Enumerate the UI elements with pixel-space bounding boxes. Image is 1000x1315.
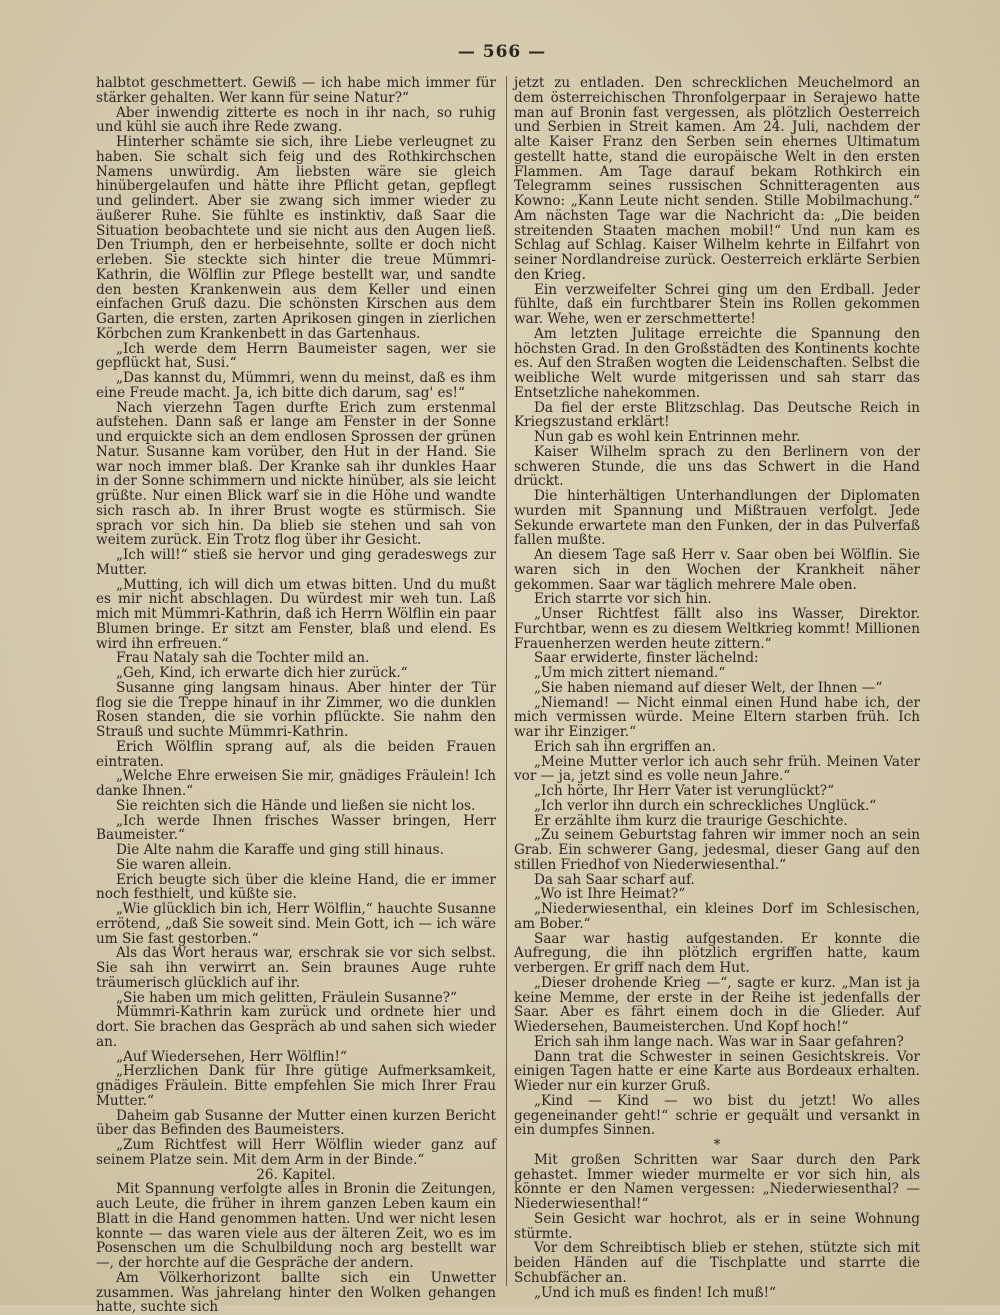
paragraph: „Sie haben niemand auf dieser Welt, der Ihnen —“ — [534, 679, 883, 696]
left-column — [96, 76, 496, 1315]
paragraph: „Dieser drohende Krieg —“, sagte er kurz. „Man ist ja keine Memme, der erste in der Reihe ist jedenfalls der Saar. Aber es fährt einem doch in die Glieder. Auf Wiedersehen, Baumeisterchen. Und Kopf hoch!“ — [514, 974, 920, 1035]
paragraph: Saar erwiderte, finster lächelnd: — [534, 650, 759, 667]
paragraph: Erich sah ihm lange nach. Was war in Saar gefahren? — [534, 1033, 904, 1050]
paragraph: Aber inwendig zitterte es noch in ihr nach, so ruhig und kühl sie auch ihre Rede zwang. — [96, 104, 496, 136]
paragraph: Ein verzweifelter Schrei ging um den Erdball. Jeder fühlte, daß ein furchtbarer Stein ins Rollen gekommen war. Wehe, wen er zerschmetterte! — [514, 281, 920, 327]
paragraph: Als das Wort heraus war, erschrak sie vor sich selbst. Sie sah ihn verwirrt an. Sein braunes Auge ruhte träumerisch glücklich auf ihr. — [96, 945, 496, 991]
paragraph: An diesem Tage saß Herr v. Saar oben bei Wölflin. Sie waren sich in den Wochen der Krankheit näher gekommen. Saar war täglich mehrere Male oben. — [514, 547, 920, 593]
paragraph: „Um mich zittert niemand.“ — [534, 665, 726, 681]
paragraph: Kaiser Wilhelm sprach zu den Berlinern von der schweren Stunde, die uns das Schwert in die Hand drückt. — [514, 443, 920, 490]
paragraph: „Zu seinem Geburtstag fahren wir immer noch an sein Grab. Ein schwerer Gang, jedesmal, dieser Gang auf den stillen Friedhof von Niederwiesenthal.“ — [514, 827, 920, 873]
paragraph: Die Alte nahm die Karaffe und ging still hinaus. — [116, 842, 444, 858]
paragraph: Hinterher schämte sie sich, ihre Liebe verleugnet zu haben. Sie schalt sich feig und des Rothkirchschen Namens unwürdig. Am liebsten wäre sie gleich hinübergelaufen und hätte ihre Pflicht getan, gepflegt und gelindert. Aber sie zwang sich immer wieder zu äußerer Ruhe. Sie fühlte es instinktiv, daß Saar die Situation beobachtete und sie nicht aus den Augen ließ. Den Triumph, den er herbeisehnte, sollte er doch nicht erleben. Sie steckte sich hinter die treue Mümmri-Kathrin, die Wölflin zur Pflege bestellt war, und sandte den besten Krankenwein aus dem Keller und einen einfachen Gruß dazu. Die schönsten Kirschen aus dem Garten, die ersten, zarten Aprikosen gingen in zierlichen Körbchen zum Krankenbett in das Gartenhaus. — [96, 134, 496, 342]
paragraph: „Wo ist Ihre Heimat?“ — [534, 886, 686, 903]
paragraph: „Geh, Kind, ich erwarte dich hier zurück.“ — [116, 665, 408, 681]
paragraph: Nun gab es wohl kein Entrinnen mehr. — [534, 429, 801, 445]
paragraph: „Wie glücklich bin ich, Herr Wölflin,“ hauchte Susanne errötend, „daß Sie soweit sind. Mein Gott, ich — ich wäre um Sie fast gestorben.“ — [96, 901, 496, 947]
paragraph: „Und ich muß es finden! Ich muß!“ — [534, 1284, 777, 1301]
paragraph: „Mutting, ich will dich um etwas bitten. Und du mußt es mir nicht abschlagen. Du würdest mir weh tun. Laß mich mit Mümmri-Kathrin, daß ich Herrn Wölflin ein paar Blumen bringe. Er sitzt am Fenster, blaß und elend. Es wird ihn erfreuen.“ — [96, 576, 496, 652]
paragraph: halbtot geschmettert. Gewiß — ich habe mich immer für stärker gehalten. Wer kann für seine Natur?“ — [96, 75, 496, 106]
paragraph: Susanne ging langsam hinaus. Aber hinter der Tür flog sie die Treppe hinauf in ihr Zimmer, wo die dunklen Rosen standen, die sie vorhin pflückte. Sie nahm den Strauß und suchte Mümmri-Kathrin. — [96, 679, 496, 740]
paragraph: Mit Spannung verfolgte alles in Bronin die Zeitungen, auch Leute, die früher in ihrem ganzen Leben kaum ein Blatt in die Hand genommen hatten. Und wer nicht lesen konnte — das waren viele aus der älteren Zeit, wo es im Posenschen um die Schulbildung noch arg bestellt war —, der horchte auf die Gespräche der andern. — [96, 1181, 496, 1271]
paragraph: Da fiel der erste Blitzschlag. Das Deutsche Reich in Kriegszustand erklärt! — [514, 399, 920, 431]
paragraph: Mümmri-Kathrin kam zurück und ordnete hier und dort. Sie brachen das Gespräch ab und sahen sich wieder an. — [96, 1004, 496, 1050]
paragraph: „Das kannst du, Mümmri, wenn du meinst, daß es ihm eine Freude macht. Ja, ich bitte dich darum, sag' es!“ — [96, 370, 496, 401]
paragraph: Frau Nataly sah die Tochter mild an. — [116, 650, 370, 667]
page-number: — 566 — — [457, 42, 547, 62]
paragraph: „Welche Ehre erweisen Sie mir, gnädiges Fräulein! Ich danke Ihnen.“ — [96, 768, 496, 799]
paragraph: Mit großen Schritten war Saar durch den Park gehastet. Immer wieder murmelte er vor sich hin, als könnte er den Namen vergessen: „Niederwiesenthal? — Niederwiesenthal!“ — [514, 1151, 920, 1212]
paragraph: Da sah Saar scharf auf. — [534, 871, 695, 888]
paragraph: „Niemand! — Nicht einmal einen Hund habe ich, der mich vermissen würde. Meine Eltern starben früh. Ich war ihr Einziger.“ — [514, 694, 920, 740]
paragraph: Daheim gab Susanne der Mutter einen kurzen Bericht über das Befinden des Baumeisters. — [96, 1107, 496, 1139]
paragraph: Die hinterhältigen Unterhandlungen der Diplomaten wurden mit Spannung und Mißtrauen verfolgt. Jede Sekunde erwartete man den Funken, der in das Pulverfaß fallen mußte. — [514, 488, 920, 549]
column-divider — [506, 76, 507, 1286]
paragraph: Sie reichten sich die Hände und ließen sie nicht los. — [116, 797, 476, 814]
paragraph: „Ich hörte, Ihr Herr Vater ist verunglückt?“ — [534, 783, 835, 799]
paragraph: „Meine Mutter verlor ich auch sehr früh. Meinen Vater vor — ja, jetzt sind es volle neun Jahre.“ — [514, 753, 920, 785]
paragraph: „Herzlichen Dank für Ihre gütige Aufmerksamkeit, gnädiges Fräulein. Bitte empfehlen Sie mich Ihrer Frau Mutter.“ — [96, 1063, 496, 1109]
paragraph: Erich sah ihn ergriffen an. — [534, 738, 716, 755]
paragraph: „Kind — Kind — wo bist du jetzt! Wo alles gegeneinander geht!“ schrie er gequält und versankt in ein dumpfes Sinnen. — [514, 1092, 920, 1139]
paragraph: „Zum Richtfest will Herr Wölflin wieder ganz auf seinem Platze sein. Mit dem Arm in der Binde.“ — [96, 1137, 496, 1168]
paragraph: „Ich verlor ihn durch ein schreckliches Unglück.“ — [534, 797, 877, 814]
right-column — [514, 76, 920, 1300]
centered-line: 26. Kapitel. — [256, 1166, 336, 1183]
paragraph: Dann trat die Schwester in seinen Gesichtskreis. Vor einigen Tagen hatte er eine Karte aus Bordeaux erhalten. Wieder nur ein kurzer Gruß. — [514, 1048, 920, 1094]
paragraph: Erich beugte sich über die kleine Hand, die er immer noch festhielt, und küßte sie. — [96, 871, 496, 903]
paragraph: „Ich will!“ stieß sie hervor und ging geradeswegs zur Mutter. — [96, 547, 496, 578]
paragraph: „Unser Richtfest fällt also ins Wasser, Direktor. Furchtbar, wenn es zu diesem Weltkrieg kommt! Millionen Frauenherzen werden heute zittern.“ — [514, 606, 920, 652]
paragraph: „Ich werde Ihnen frisches Wasser bringen, Herr Baumeister.“ — [96, 812, 496, 844]
paragraph: Er erzählte ihm kurz die traurige Geschichte. — [534, 812, 848, 829]
paragraph: „Niederwiesenthal, ein kleines Dorf im Schlesischen, am Bober.“ — [514, 901, 920, 932]
paragraph: Erich starrte vor sich hin. — [534, 591, 712, 608]
paragraph: Sie waren allein. — [116, 856, 232, 873]
paragraph: Vor dem Schreibtisch blieb er stehen, stützte sich mit beiden Händen auf die Tischplatte und starrte die Schubfächer an. — [514, 1240, 920, 1286]
paragraph: „Auf Wiedersehen, Herr Wölflin!“ — [116, 1048, 347, 1065]
paragraph: Saar war hastig aufgestanden. Er konnte die Aufregung, die ihn plötzlich ergriffen hatte, kaum verbergen. Er griff nach dem Hut. — [514, 930, 920, 976]
paragraph: Am Völkerhorizont ballte sich ein Unwetter zusammen. Was jahrelang hinter den Wolken gehangen hatte, suchte sich — [96, 1269, 496, 1315]
paragraph: Nach vierzehn Tagen durfte Erich zum erstenmal aufstehen. Dann saß er lange am Fenster in der Sonne und erquickte sich an dem endlosen Sprossen der grünen Natur. Susanne kam vorüber, den Hut in der Hand. Sie war noch immer blaß. Der Kranke sah ihr dunkles Haar in der Sonne schimmern und nickte hinüber, als sie leicht grüßte. Nur einen Blick warf sie in die Höhe und wandte sich rasch ab. In ihrer Brust wogte es stürmisch. Sie sprach vor sich hin. Da blieb sie stehen und sah von weitem zurück. Ein Trotz flog über ihr Gesicht. — [96, 399, 496, 549]
centered-line: * — [713, 1137, 721, 1153]
paragraph: Erich Wölflin sprang auf, als die beiden Frauen eintraten. — [96, 738, 496, 770]
paragraph: jetzt zu entladen. Den schrecklichen Meuchelmord an dem österreichischen Thronfolgerpaar in Serajewo hatte man auf Bronin fast vergessen, als plötzlich Oesterreich und Serbien in Streit kamen. Am 24. Juli, nachdem der alte Kaiser Franz den Serben sein ehernes Ultimatum gestellt hatte, stand die europäische Welt in den ersten Flammen. Am Tage darauf bekam Rothkirch ein Telegramm seines russischen Schnitteragenten aus Kowno: „Kann Leute nicht senden. Stille Mobilmachung.“ Am nächsten Tage war die Nachricht da: „Die beiden streitenden Staaten machen mobil!“ Und nun kam es Schlag auf Schlag. Kaiser Wilhelm kehrte in Eilfahrt von seiner Nordlandreise zurück. Oesterreich erklärte Serbien den Krieg. — [514, 75, 920, 283]
paragraph: „Sie haben um mich gelitten, Fräulein Susanne?“ — [116, 989, 457, 1006]
paragraph: Sein Gesicht war hochrot, als er in seine Wohnung stürmte. — [514, 1210, 920, 1242]
paragraph: „Ich werde dem Herrn Baumeister sagen, wer sie gepflückt hat, Susi.“ — [96, 340, 496, 372]
paragraph: Am letzten Julitage erreichte die Spannung den höchsten Grad. In den Großstädten des Kontinents kochte es. Auf den Straßen wogten die Leidenschaften. Selbst die weibliche Welt wurde mitgerissen und sah starr das Entsetzliche nahekommen. — [514, 325, 920, 401]
